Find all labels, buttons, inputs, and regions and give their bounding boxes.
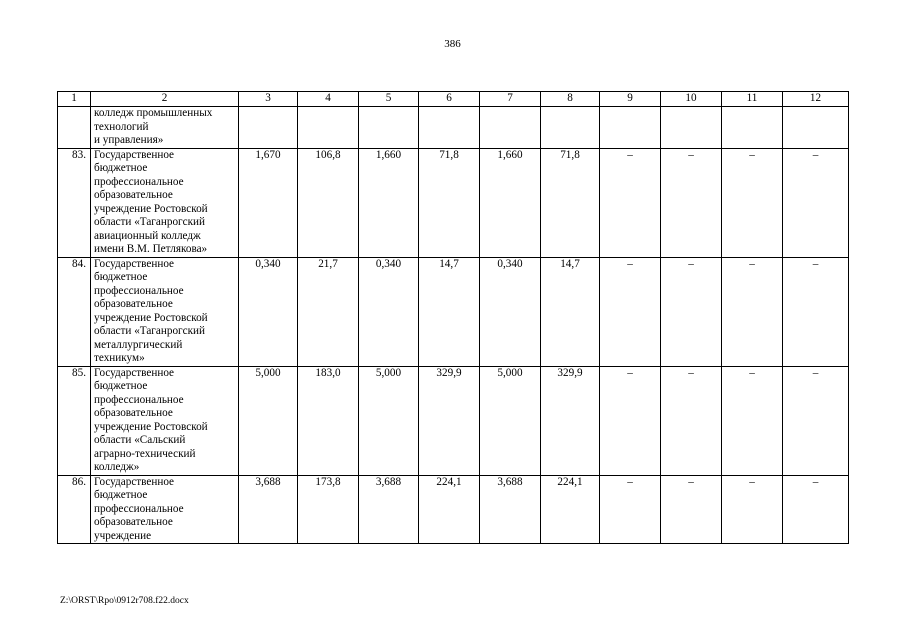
- name-line: Государственное: [94, 148, 175, 161]
- column-header: 8: [541, 92, 600, 107]
- institution-name: [91, 475, 239, 544]
- table-cell: 14,7: [541, 257, 600, 366]
- name-line: области «Таганрогский: [94, 216, 206, 228]
- table-cell: 0,340: [359, 257, 419, 366]
- table-cell: 14,7: [419, 257, 480, 366]
- table-cell: 329,9: [541, 366, 600, 475]
- table-cell: 1,660: [480, 148, 541, 257]
- column-header: 6: [419, 92, 480, 107]
- name-line: техникум»: [94, 352, 145, 364]
- table-cell: 3,688: [239, 475, 298, 544]
- name-line: бюджетное: [94, 162, 148, 174]
- table-cell: 329,9: [419, 366, 480, 475]
- data-table: [57, 91, 849, 544]
- column-header: 10: [661, 92, 722, 107]
- name-line: бюджетное: [94, 489, 148, 501]
- name-line: образовательное: [94, 516, 173, 528]
- name-line: образовательное: [94, 298, 173, 310]
- institution-name: [91, 366, 239, 475]
- table-cell: 21,7: [298, 257, 359, 366]
- name-line: и управления»: [94, 134, 164, 146]
- institution-name: [91, 148, 239, 257]
- table-cell: –: [661, 257, 722, 366]
- table-cell: 106,8: [298, 148, 359, 257]
- table-cell: 1,670: [239, 148, 298, 257]
- name-line: имени В.М. Петлякова»: [94, 243, 208, 255]
- table-cell: –: [661, 475, 722, 544]
- table-cell: 183,0: [298, 366, 359, 475]
- row-number: 84.: [58, 257, 91, 366]
- table-cell: –: [722, 257, 783, 366]
- table-cell: [541, 107, 600, 149]
- column-header: 7: [480, 92, 541, 107]
- column-header: 11: [722, 92, 783, 107]
- name-line: аграрно-технический: [94, 447, 196, 460]
- table-cell: –: [661, 148, 722, 257]
- institution-name: [91, 257, 239, 366]
- table-cell: [239, 107, 298, 149]
- name-line: области «Сальский: [94, 434, 186, 446]
- column-header: 4: [298, 92, 359, 107]
- name-line: учреждение Ростовской: [94, 311, 208, 324]
- name-line: области «Таганрогский: [94, 325, 206, 337]
- institution-name: [91, 107, 239, 149]
- table-cell: 224,1: [419, 475, 480, 544]
- page-number: 386: [444, 38, 461, 50]
- footer-file-path: Z:\ORST\Rpo\0912r708.f22.docx: [60, 596, 189, 606]
- name-line: профессиональное: [94, 393, 184, 406]
- name-line: колледж»: [94, 461, 140, 473]
- name-line: технологий: [94, 120, 149, 133]
- name-line: профессиональное: [94, 502, 184, 515]
- column-header: 12: [783, 92, 849, 107]
- column-header: 3: [239, 92, 298, 107]
- table-cell: [600, 107, 661, 149]
- table-cell: 224,1: [541, 475, 600, 544]
- name-line: Государственное: [94, 257, 175, 270]
- table-cell: [298, 107, 359, 149]
- name-line: Государственное: [94, 366, 175, 379]
- row-number: [58, 107, 91, 149]
- table-row: [58, 475, 849, 544]
- table-cell: –: [600, 148, 661, 257]
- name-line: авиационный колледж: [94, 229, 201, 242]
- name-line: металлургический: [94, 338, 183, 351]
- table-cell: –: [600, 257, 661, 366]
- name-line: образовательное: [94, 407, 173, 419]
- name-line: колледж промышленных: [94, 107, 213, 119]
- table-cell: 5,000: [359, 366, 419, 475]
- table-cell: –: [722, 148, 783, 257]
- name-line: бюджетное: [94, 271, 148, 283]
- table-cell: 173,8: [298, 475, 359, 544]
- table-cell: –: [600, 475, 661, 544]
- table-cell: –: [783, 148, 849, 257]
- table-cell: –: [722, 475, 783, 544]
- name-line: учреждение: [94, 529, 152, 542]
- table-cell: [661, 107, 722, 149]
- table-cell: [480, 107, 541, 149]
- table-cell: –: [600, 366, 661, 475]
- name-line: профессиональное: [94, 175, 184, 188]
- name-line: учреждение Ростовской: [94, 420, 208, 433]
- column-header: 5: [359, 92, 419, 107]
- table-row: [58, 257, 849, 366]
- table-cell: 3,688: [359, 475, 419, 544]
- table-cell: 0,340: [239, 257, 298, 366]
- table-cell: –: [661, 366, 722, 475]
- table-cell: 3,688: [480, 475, 541, 544]
- table-cell: [783, 107, 849, 149]
- table-cell: 1,660: [359, 148, 419, 257]
- table-cell: 0,340: [480, 257, 541, 366]
- table-cell: –: [722, 366, 783, 475]
- table-row: [58, 107, 849, 149]
- table-header-row: [58, 92, 849, 107]
- column-header: 2: [91, 92, 239, 107]
- name-line: Государственное: [94, 475, 175, 488]
- name-line: образовательное: [94, 189, 173, 201]
- row-number: 86.: [58, 475, 91, 544]
- name-line: профессиональное: [94, 284, 184, 297]
- table-cell: –: [783, 257, 849, 366]
- row-number: 83.: [58, 148, 91, 257]
- table-cell: 71,8: [541, 148, 600, 257]
- table-cell: [722, 107, 783, 149]
- table-cell: [359, 107, 419, 149]
- table-cell: 71,8: [419, 148, 480, 257]
- table-row: [58, 366, 849, 475]
- table-cell: [419, 107, 480, 149]
- column-header: 9: [600, 92, 661, 107]
- name-line: бюджетное: [94, 380, 148, 392]
- table-cell: –: [783, 475, 849, 544]
- column-header: 1: [58, 92, 91, 107]
- table-cell: –: [783, 366, 849, 475]
- table-cell: 5,000: [239, 366, 298, 475]
- table-row: [58, 148, 849, 257]
- table-cell: 5,000: [480, 366, 541, 475]
- name-line: учреждение Ростовской: [94, 202, 208, 215]
- row-number: 85.: [58, 366, 91, 475]
